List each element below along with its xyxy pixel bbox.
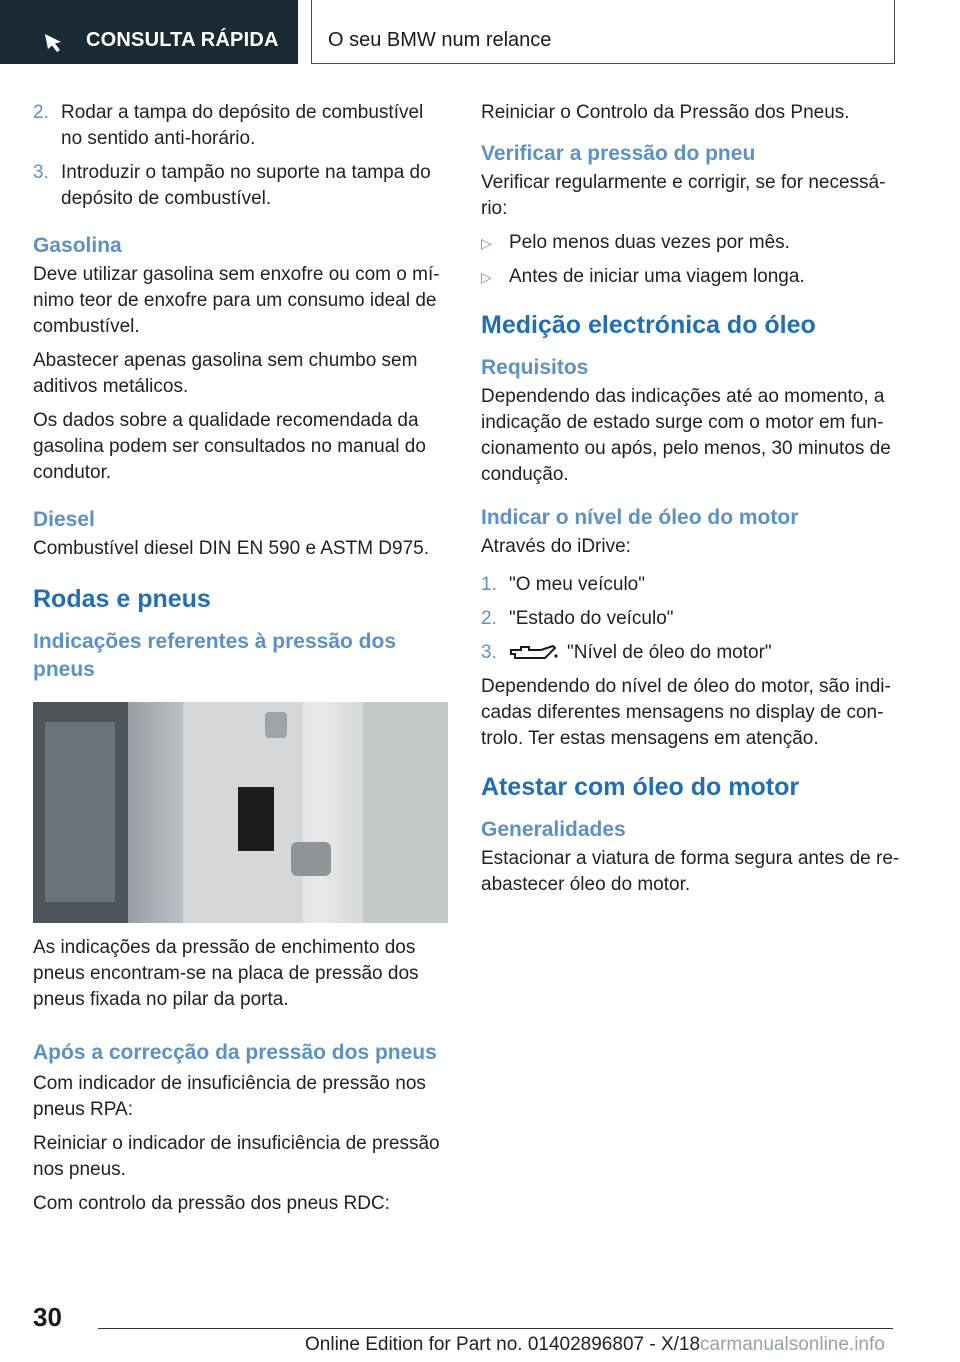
gasolina-paragraph-3: Os dados sobre a qualidade recomendada da gasolina podem ser consultados no manual do condutor. — [33, 410, 426, 483]
heading-apos-correccao: Após a correcção da pressão dos pneus — [33, 1041, 437, 1064]
edition-text: Online Edition for Part no. 01402896807 - X/18 — [305, 1334, 701, 1355]
idrive-step-3 — [481, 640, 901, 666]
step-number: 3. — [481, 642, 497, 663]
door-pillar-photo — [33, 702, 448, 923]
step-number: 3. — [33, 162, 49, 183]
section-label: CONSULTA RÁPIDA — [86, 29, 279, 51]
gasolina-paragraph-1: Deve utilizar gasolina sem enxofre ou com o mínimo teor de enxofre para um consumo ideal de combustível. — [33, 264, 440, 337]
chapter-title: O seu BMW num relance — [328, 29, 552, 51]
heading-verificar-pressao: Verificar a pressão do pneu — [481, 142, 756, 165]
requisitos-paragraph: Dependendo das indicações até ao momento, a indicação de estado surge com o motor em funcionamento ou após, pelo menos, 30 minutos de condução. — [481, 386, 891, 485]
quick-reference-icon — [42, 31, 64, 53]
step-text: "Nível de óleo do motor" — [567, 642, 772, 663]
verificar-paragraph: Verificar regularmente e corrigir, se for necessário: — [481, 172, 886, 219]
apos-paragraph-1: Com indicador de insuficiência de pressão nos pneus RPA: — [33, 1073, 426, 1120]
step-number: 2. — [33, 102, 49, 123]
step-text: "O meu veículo" — [509, 574, 645, 595]
heading-rodas-pneus: Rodas e pneus — [33, 585, 211, 613]
right-column — [481, 100, 901, 906]
step-3 — [33, 160, 441, 212]
diesel-paragraph: Combustível diesel DIN EN 590 e ASTM D975. — [33, 538, 430, 559]
gasolina-paragraph-2: Abastecer apenas gasolina sem chumbo sem aditivos metálicos. — [33, 350, 418, 397]
step-text: Introduzir o tampão no suporte na tampa do depósito de combustível. — [61, 162, 431, 209]
page-number: 30 — [33, 1302, 62, 1332]
chapter-header — [311, 0, 895, 64]
heading-diesel: Diesel — [33, 508, 95, 531]
footer-divider — [98, 1328, 893, 1329]
section-tab — [0, 0, 298, 64]
heading-indicar-nivel: Indicar o nível de óleo do motor — [481, 506, 799, 529]
apos-paragraph-3: Com controlo da pressão dos pneus RDC: — [33, 1193, 390, 1214]
heading-medicao-oleo: Medição electrónica do óleo — [481, 311, 816, 339]
step-text: "Estado do veículo" — [509, 608, 674, 629]
left-column — [33, 100, 441, 1225]
indicar-paragraph: Através do iDrive: — [481, 536, 631, 557]
step-3-row — [509, 640, 901, 666]
step-number: 1. — [481, 574, 497, 595]
bullet-item — [481, 230, 901, 256]
step-number: 2. — [481, 608, 497, 629]
door-pillar-illustration — [33, 702, 448, 923]
photo-caption: As indicações da pressão de enchimento dos pneus encontram-se na placa de pressão dos pneus fixada no pilar da porta. — [33, 937, 419, 1010]
heading-indicacoes: Indicações referentes à pressão dos pneus — [33, 630, 396, 681]
nivel-paragraph: Dependendo do nível de óleo do motor, são indicadas diferentes mensagens no display de controlo. Ter estas mensagens em atenção. — [481, 676, 891, 749]
oil-can-icon — [509, 642, 559, 664]
generalidades-paragraph: Estacionar a viatura de forma segura antes de reabastecer óleo do motor. — [481, 848, 900, 895]
idrive-step-1 — [481, 572, 901, 598]
bullet-text: Antes de iniciar uma viagem longa. — [509, 266, 805, 287]
heading-gasolina: Gasolina — [33, 234, 122, 257]
idrive-step-2 — [481, 606, 901, 632]
heading-atestar-oleo: Atestar com óleo do motor — [481, 773, 800, 801]
watermark-text: carmanualsonline.info — [700, 1334, 885, 1355]
triangle-bullet-icon: ▷ — [481, 235, 492, 251]
triangle-bullet-icon: ▷ — [481, 269, 492, 285]
bullet-text: Pelo menos duas vezes por mês. — [509, 232, 790, 253]
step-text: Rodar a tampa do depósito de combustível no sentido anti-horário. — [61, 102, 424, 149]
heading-generalidades: Generalidades — [481, 818, 626, 841]
bullet-item — [481, 264, 901, 290]
rdc-paragraph: Reiniciar o Controlo da Pressão dos Pneus. — [481, 102, 850, 123]
apos-paragraph-2: Reiniciar o indicador de insuficiência de pressão nos pneus. — [33, 1133, 440, 1180]
step-2 — [33, 100, 441, 152]
heading-requisitos: Requisitos — [481, 356, 589, 379]
